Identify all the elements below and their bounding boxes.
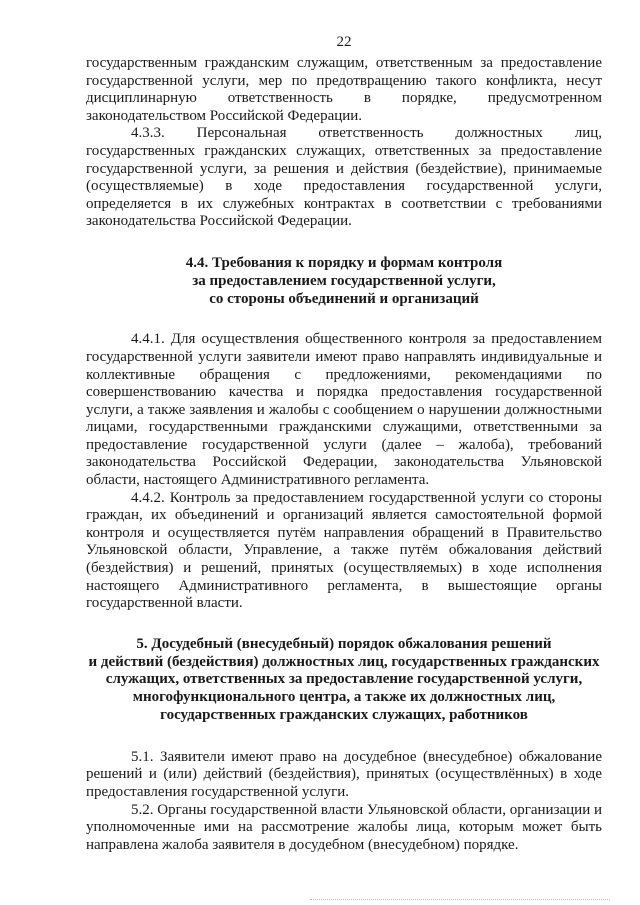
heading-line: многофункционального центра, а также их должностных лиц, xyxy=(132,689,556,706)
paragraph-4-4-1: 4.4.1. Для осуществления общественного контроля за предоставлением государственной услуги заявители имеют право направлять индивидуальные и коллективные обращения с предложениями, рекомендациями по совершенствованию качества и порядка предоставления государственной услуги, а также заявления и жалобы с сообщением о нарушении должностными лицами, государственными гражданскими служащими, ответственными за предоставление государственной услуги (далее – жалоба), требований законодательства Российской Федерации, законодательства Ульяновской области, настоящего Административного регламента. xyxy=(86,331,602,489)
heading-line: и действий (бездействия) должностных лиц, государственных гражданских xyxy=(88,653,600,670)
paragraph-4-4-2: 4.4.2. Контроль за предоставлением государственной услуги со стороны граждан, их объединений и организаций является самостоятельной формой контроля и осуществляется путём направления обращений в Правительство Ульяновской области, Управление, а также путём обжалования действий (бездействия) и решений, принятых (осуществляемых) в ходе исполнения настоящего Административного регламента, в вышестоящие органы государственной власти. xyxy=(86,489,602,612)
heading-line: со стороны объединений и организаций xyxy=(209,290,479,307)
heading-line: государственных гражданских служащих, работников xyxy=(160,707,528,724)
heading-line: 4.4. Требования к порядку и формам контроля xyxy=(185,254,503,271)
paragraph-continuation: государственным гражданским служащим, ответственным за предоставление государственной услуги, мер по предотвращению такого конфликта, несут дисциплинарную ответственность в порядке, предусмотренном законодательством Российской Федерации. xyxy=(86,55,602,124)
paragraph-4-3-3: 4.3.3. Персональная ответственность должностных лиц, государственных гражданских служащих, ответственных за предоставление государственной услуги, за решения и действия (бездействие), принимаемые (осуществляемые) в ходе предоставления государственной услуги, определяется в их служебных контрактах в соответствии с требованиями законодательства Российской Федерации. xyxy=(86,125,602,230)
scan-artifact xyxy=(310,899,610,903)
heading-line: 5. Досудебный (внесудебный) порядок обжалования решений xyxy=(136,635,552,652)
heading-line: за предоставлением государственной услуги, xyxy=(192,272,496,289)
section-heading-5 xyxy=(86,636,602,725)
section-heading-4-4 xyxy=(86,255,602,308)
page-number: 22 xyxy=(336,34,352,50)
heading-line: служащих, ответственных за предоставление государственной услуги, xyxy=(105,671,583,688)
paragraph-5-1: 5.1. Заявители имеют право на досудебное (внесудебное) обжалование решений и (или) действий (бездействия), принятых (осуществлённых) в ходе предоставления государственной услуги. xyxy=(86,748,602,800)
paragraph-5-2: 5.2. Органы государственной власти Ульяновской области, организации и уполномоченные ими на рассмотрение жалобы лица, которым может быть направлена жалоба заявителя в досудебном (внесудебном) порядке. xyxy=(86,801,603,853)
